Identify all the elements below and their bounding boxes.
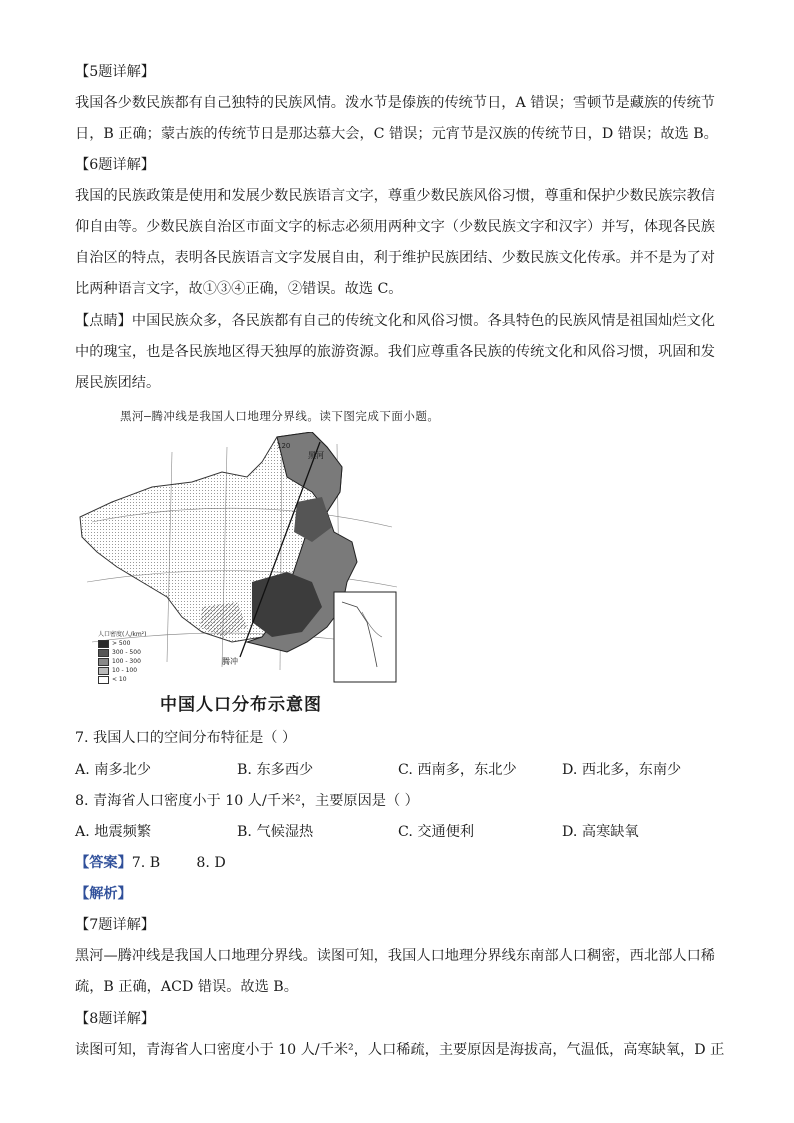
legend-label: 100 - 300 — [112, 658, 141, 665]
legend-label: < 10 — [112, 676, 127, 683]
legend-swatch — [98, 676, 109, 684]
figure-intro: 黑河—腾冲线是我国人口地理分界线。读下图完成下面小题。 — [120, 409, 440, 423]
q8-detail-heading: 【8题详解】 — [75, 1011, 155, 1027]
south-china-sea-inset — [334, 592, 396, 682]
dianjing-line-2: 中的瑰宝，也是各民族地区得天独厚的旅游资源。我们应尊重各民族的传统文化和风俗习惯，巩固和发 — [75, 344, 715, 360]
q6-line-4: 比两种语言文字，故①③④正确，②错误。故选 C。 — [75, 281, 403, 297]
heihe-label: 黑河 — [308, 451, 324, 460]
legend-row — [98, 666, 146, 675]
q6-line-1: 我国的民族政策是使用和发展少数民族语言文字，尊重少数民族风俗习惯，尊重和保护少数民族宗教信 — [75, 188, 715, 204]
answer-line — [75, 853, 226, 873]
legend-swatch — [98, 658, 109, 666]
question-8-option-b: B. 气候湿热 — [237, 824, 314, 840]
question-8-option-c: C. 交通便利 — [398, 824, 475, 840]
legend-label: 300 - 500 — [112, 649, 141, 656]
question-7-option-b: B. 东多西少 — [237, 762, 314, 778]
q6-line-2: 仰自由等。少数民族自治区市面文字的标志必须用两种文字（少数民族文字和汉字）并写，体现各民族 — [75, 219, 715, 235]
legend-row — [98, 657, 146, 666]
q8-detail-line-1: 读图可知，青海省人口密度小于 10 人/千米²，人口稀疏，主要原因是海拔高，气温低，高寒缺氧，D 正 — [75, 1042, 725, 1058]
q5-line-1: 我国各少数民族都有自己独特的民族风情。泼水节是傣族的传统节日，A 错误；雪顿节是藏族的传统节 — [75, 95, 715, 111]
question-7-stem: 7. 我国人口的空间分布特征是（ ） — [75, 730, 297, 746]
map-legend — [98, 630, 146, 684]
q6-heading: 【6题详解】 — [75, 157, 155, 173]
lon-120-label: 120 — [277, 442, 291, 450]
legend-row — [98, 639, 146, 648]
question-7-option-a: A. 南多北少 — [75, 762, 152, 778]
tengchong-label: 腾冲 — [222, 657, 238, 666]
answer-label: 【答案】 — [75, 855, 132, 871]
q5-heading: 【5题详解】 — [75, 64, 155, 80]
legend-swatch — [98, 640, 109, 648]
dianjing-line-3: 展民族团结。 — [75, 375, 161, 391]
q7-detail-line-2: 疏，B 正确，ACD 错误。故选 B。 — [75, 979, 298, 995]
question-8-option-a: A. 地震频繁 — [75, 824, 152, 840]
question-8-option-d: D. 高寒缺氧 — [562, 824, 639, 840]
q5-line-2: 日，B 正确；蒙古族的传统节日是那达慕大会，C 错误；元宵节是汉族的传统节日，D 错误；故选 B。 — [75, 126, 718, 142]
legend-swatch — [98, 667, 109, 675]
question-7-option-c: C. 西南多，东北少 — [398, 762, 517, 778]
legend-swatch — [98, 649, 109, 657]
legend-label: > 500 — [112, 640, 131, 647]
q7-detail-line-1: 黑河—腾冲线是我国人口地理分界线。读图可知，我国人口地理分界线东南部人口稠密，西北部人口稀 — [75, 948, 715, 964]
q6-line-3: 自治区的特点，表明各民族语言文字发展自由，利于维护民族团结、少数民族文化传承。并不是为了对 — [75, 250, 715, 266]
answer-value: 7. B 8. D — [131, 855, 226, 871]
legend-row — [98, 675, 146, 684]
question-8-stem: 8. 青海省人口密度小于 10 人/千米²，主要原因是（ ） — [75, 793, 419, 809]
analysis-label: 【解析】 — [75, 886, 132, 902]
map-title: 中国人口分布示意图 — [160, 695, 322, 715]
legend-title: 人口密度(人/km²) — [98, 631, 147, 638]
legend-row — [98, 648, 146, 657]
question-7-option-d: D. 西北多，东南少 — [562, 762, 682, 778]
legend-label: 10 - 100 — [112, 667, 138, 674]
q7-detail-heading: 【7题详解】 — [75, 917, 155, 933]
dianjing-line-1: 【点睛】中国民族众多，各民族都有自己的传统文化和风俗习惯。各具特色的民族风情是祖国灿烂文化 — [75, 313, 715, 329]
